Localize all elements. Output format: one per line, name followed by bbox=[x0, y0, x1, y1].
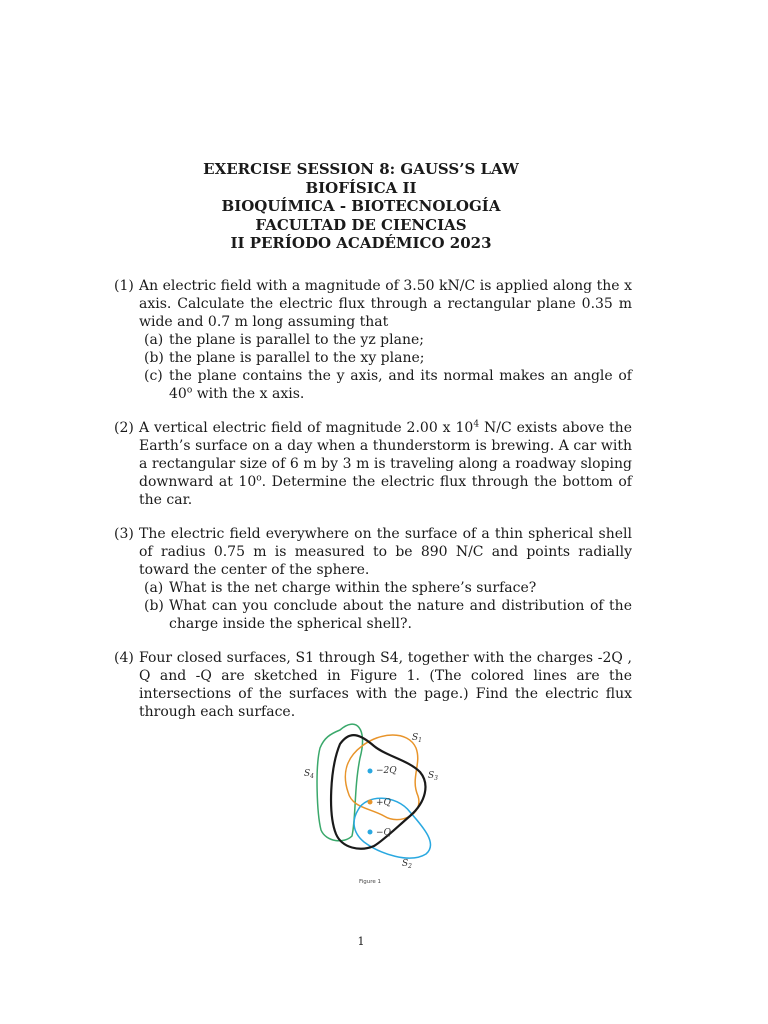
problem-list bbox=[114, 277, 632, 737]
surface-label-s2 bbox=[402, 859, 412, 870]
surface-label-s4 bbox=[304, 769, 314, 780]
subpart-label: (a) bbox=[144, 580, 164, 596]
surface-label-s1 bbox=[412, 733, 422, 744]
problem-1 bbox=[114, 277, 632, 403]
subpart-text: the plane is parallel to the xy plane; bbox=[169, 350, 425, 366]
subpart-list bbox=[139, 331, 632, 403]
subpart-text: What can you conclude about the nature and distribution of the charge inside the spherical shell?. bbox=[169, 598, 632, 632]
degree-superscript: o bbox=[256, 473, 262, 484]
problem-text: Four closed surfaces, S1 through S4, together with the charges -2Q , Q and -Q are sketched in Figure 1. (The colored lines are the intersections of the surfaces with the page.) Find the electric flux through each surface. bbox=[139, 650, 632, 720]
problem-number: (3) bbox=[114, 526, 134, 542]
s1-subscript: 1 bbox=[418, 737, 422, 744]
charge-dot-plus-q bbox=[368, 800, 373, 805]
s4-letter: S bbox=[304, 769, 311, 779]
gauss-surfaces-figure bbox=[300, 718, 450, 888]
subpart bbox=[139, 579, 632, 597]
subpart-label: (a) bbox=[144, 332, 164, 348]
s3-subscript: 3 bbox=[434, 775, 438, 782]
charge-label-minus-q: −Q bbox=[376, 828, 391, 838]
problem-text: A vertical electric field of magnitude 2.00 x 10 bbox=[139, 420, 474, 436]
page-number: 1 bbox=[357, 935, 365, 948]
problem-2 bbox=[114, 419, 632, 509]
surface-label-s3 bbox=[428, 771, 438, 782]
subpart-text: the plane is parallel to the yz plane; bbox=[169, 332, 424, 348]
header-title: EXERCISE SESSION 8: GAUSS’S LAW bbox=[203, 160, 519, 178]
subpart-label: (b) bbox=[144, 350, 164, 366]
s1-letter: S bbox=[412, 733, 419, 743]
header-period: II PERÍODO ACADÉMICO 2023 bbox=[230, 234, 492, 252]
charge-dot-minus-q bbox=[368, 830, 373, 835]
subpart-text: the plane contains the y axis, and its normal makes an angle of 40 bbox=[169, 368, 632, 402]
s3-letter: S bbox=[428, 771, 435, 781]
s2-subscript: 2 bbox=[408, 863, 412, 870]
problem-text-end: . Determine the electric flux through the bottom of the car. bbox=[139, 474, 632, 508]
exponent-superscript: 4 bbox=[473, 419, 480, 430]
subpart bbox=[139, 349, 632, 367]
charge-dot-minus-2q bbox=[368, 769, 373, 774]
document-header bbox=[0, 160, 722, 253]
subpart bbox=[139, 597, 632, 633]
problem-text: The electric field everywhere on the surface of a thin spherical shell of radius 0.75 m is measured to be 890 N/C and points radially toward the center of the sphere. bbox=[139, 526, 632, 578]
subpart bbox=[139, 367, 632, 403]
problem-number: (1) bbox=[114, 278, 134, 294]
problem-number: (2) bbox=[114, 420, 134, 436]
degree-superscript: o bbox=[186, 385, 193, 396]
charge-label-plus-q: +Q bbox=[376, 798, 391, 808]
figure-caption: Figure 1 bbox=[359, 879, 382, 885]
subpart-label: (b) bbox=[144, 598, 164, 614]
surface-s4-curve bbox=[317, 724, 363, 841]
problem-4 bbox=[114, 649, 632, 721]
problem-text-mid: N/C exists above the Earth’s surface on a day when a thunderstorm is brewing. A car with a rectangular size of 6 m by 3 m is traveling along a roadway sloping downward at 10 bbox=[139, 420, 632, 490]
subpart-text: What is the net charge within the sphere’s surface? bbox=[169, 580, 537, 596]
header-program: BIOQUÍMICA - BIOTECNOLOGÍA bbox=[221, 197, 501, 215]
header-faculty: FACULTAD DE CIENCIAS bbox=[255, 215, 467, 234]
subpart bbox=[139, 331, 632, 349]
problem-text: An electric field with a magnitude of 3.50 kN/C is applied along the x axis. Calculate the electric flux through a rectangular plane 0.35 m wide and 0.7 m long assuming that bbox=[139, 278, 632, 330]
subpart-label: (c) bbox=[144, 368, 163, 384]
subpart-text-end: with the x axis. bbox=[192, 386, 305, 402]
s4-subscript: 4 bbox=[310, 773, 314, 780]
charge-label-minus-2q: −2Q bbox=[376, 766, 397, 776]
problem-number: (4) bbox=[114, 650, 134, 666]
subpart-list bbox=[139, 579, 632, 633]
s2-letter: S bbox=[402, 859, 409, 869]
problem-3 bbox=[114, 525, 632, 633]
header-course: BIOFÍSICA II bbox=[305, 178, 417, 197]
